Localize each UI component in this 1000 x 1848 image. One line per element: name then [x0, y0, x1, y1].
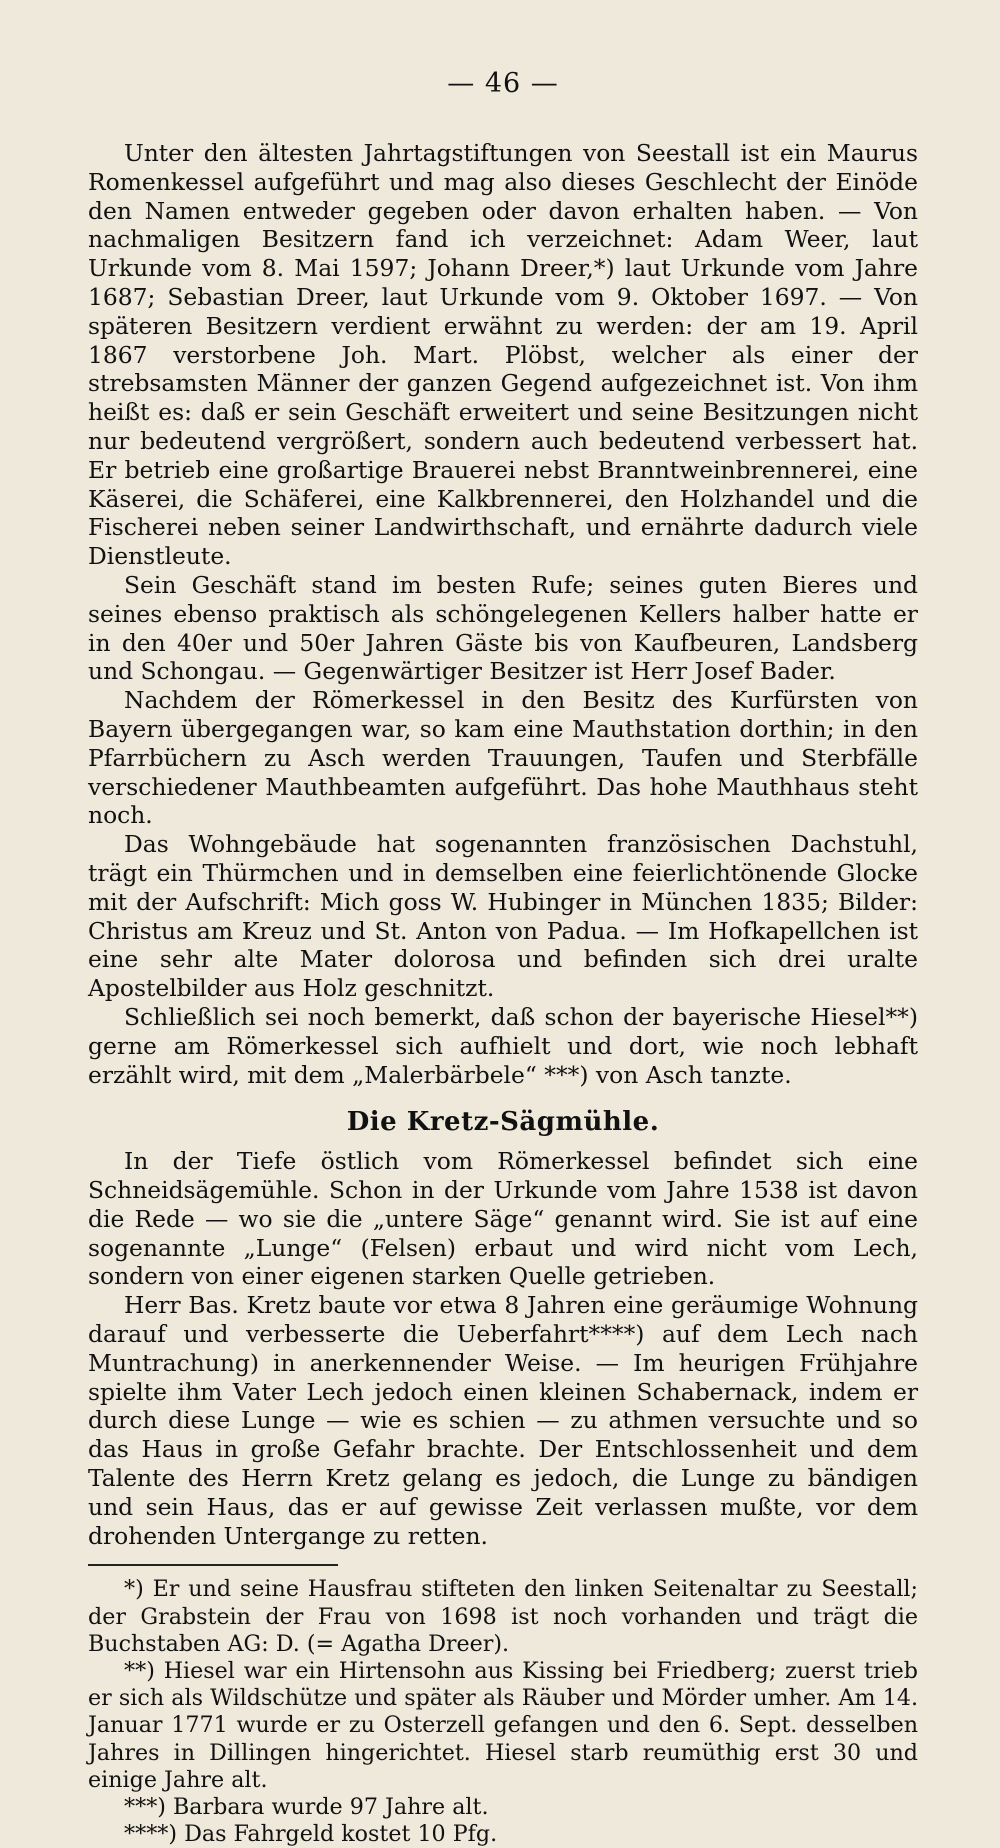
paragraph-wohngebaeude: Das Wohngebäude hat sogenannten französischen Dachstuhl, trägt ein Thürmchen und in demselben eine feierlichtönende Glocke mit der Aufschrift: Mich goss W. Hubinger in München 1835; Bilder: Christus am Kreuz und St. Anton von Padua. — Im Hofkapellchen ist eine sehr alte Mater dolorosa und befinden sich drei uralte Apostelbilder aus Holz geschnitzt. [88, 830, 918, 1003]
paragraph-kretz: Herr Bas. Kretz baute vor etwa 8 Jahren eine geräumige Wohnung darauf und verbesserte die Ueberfahrt****) auf dem Lech nach Muntrachung) in anerkennender Weise. — Im heurigen Frühjahre spielte ihm Vater Lech jedoch einen kleinen Schabernack, indem er durch diese Lunge — wie es schien — zu athmen versuchte und so das Haus in große Gefahr brachte. Der Entschlossenheit und dem Talente des Herrn Kretz gelang es jedoch, die Lunge zu bändigen und sein Haus, das er auf gewisse Zeit verlassen mußte, vor dem drohenden Untergange zu retten. [88, 1291, 918, 1550]
paragraph-hiesel: Schließlich sei noch bemerkt, daß schon der bayerische Hiesel**) gerne am Römerkessel sich aufhielt und dort, wie noch lebhaft erzählt wird, mit dem „Malerbärbele“ ***) von Asch tanzte. [88, 1002, 918, 1089]
footnote-2: **) Hiesel war ein Hirtensohn aus Kissing bei Friedberg; zuerst trieb er sich als Wildschütze und später als Räuber und Mörder umher. Am 14. Januar 1771 wurde er zu Osterzell gefangen und den 6. Sept. desselben Jahres in Dillingen hingerichtet. Hiesel starb reumüthig erst 30 und einige Jahre alt. [88, 1658, 918, 1793]
paragraph-schneidsaegemuehle: In der Tiefe östlich vom Römerkessel befindet sich eine Schneidsägemühle. Schon in der Urkunde vom Jahre 1538 ist davon die Rede — wo sie die „untere Säge“ genannt wird. Sie ist auf eine sogenannte „Lunge“ (Felsen) erbaut und wird nicht vom Lech, sondern von einer eigenen starken Quelle getrieben. [88, 1147, 918, 1291]
footnotes [88, 1576, 918, 1848]
paragraph-geschaeft: Sein Geschäft stand im besten Rufe; seines guten Bieres und seines ebenso praktisch als schöngelegenen Kellers halber hatte er in den 40er und 50er Jahren Gäste bis von Kaufbeuren, Landsberg und Schongau. — Gegenwärtiger Besitzer ist Herr Josef Bader. [88, 570, 918, 686]
page-number: — 46 — [447, 68, 559, 99]
footnote-3: ***) Barbara wurde 97 Jahre alt. [124, 1794, 489, 1821]
main-text [88, 139, 918, 1550]
footnote-4: ****) Das Fahrgeld kostet 10 Pfg. [124, 1821, 498, 1848]
paragraph-mauthstation: Nachdem der Römerkessel in den Besitz des Kurfürsten von Bayern übergegangen war, so kam eine Mauthstation dorthin; in den Pfarrbüchern zu Asch werden Trauungen, Taufen und Sterbfälle verschiedener Mauthbeamten aufgeführt. Das hohe Mauthhaus steht noch. [88, 686, 918, 830]
footnote-divider [88, 1564, 338, 1566]
paragraph-maurus-romenkessel: Unter den ältesten Jahrtagstiftungen von Seestall ist ein Maurus Romenkessel aufgeführt und mag also dieses Geschlecht der Einöde den Namen entweder gegeben oder davon erhalten haben. — Von nachmaligen Besitzern fand ich verzeichnet: Adam Weer, laut Urkunde vom 8. Mai 1597; Johann Dreer,*) laut Urkunde vom Jahre 1687; Sebastian Dreer, laut Urkunde vom 9. Oktober 1697. — Von späteren Besitzern verdient erwähnt zu werden: der am 19. April 1867 verstorbene Joh. Mart. Plöbst, welcher als einer der strebsamsten Männer der ganzen Gegend aufgezeichnet ist. Von ihm heißt es: daß er sein Geschäft erweitert und seine Besitzungen nicht nur bedeutend vergrößert, sondern auch bedeutend verbessert hat. Er betrieb eine großartige Brauerei nebst Branntweinbrennerei, eine Käserei, die Schäferei, eine Kalkbrennerei, den Holzhandel und die Fischerei neben seiner Landwirthschaft, und ernährte dadurch viele Dienstleute. [88, 139, 918, 571]
section-title: Die Kretz-Sägmühle. [346, 1107, 660, 1138]
footnote-1: *) Er und seine Hausfrau stifteten den linken Seitenaltar zu Seestall; der Grabstein der Frau von 1698 ist noch vorhanden und trägt die Buchstaben AG: D. (= Agatha Dreer). [88, 1576, 918, 1657]
